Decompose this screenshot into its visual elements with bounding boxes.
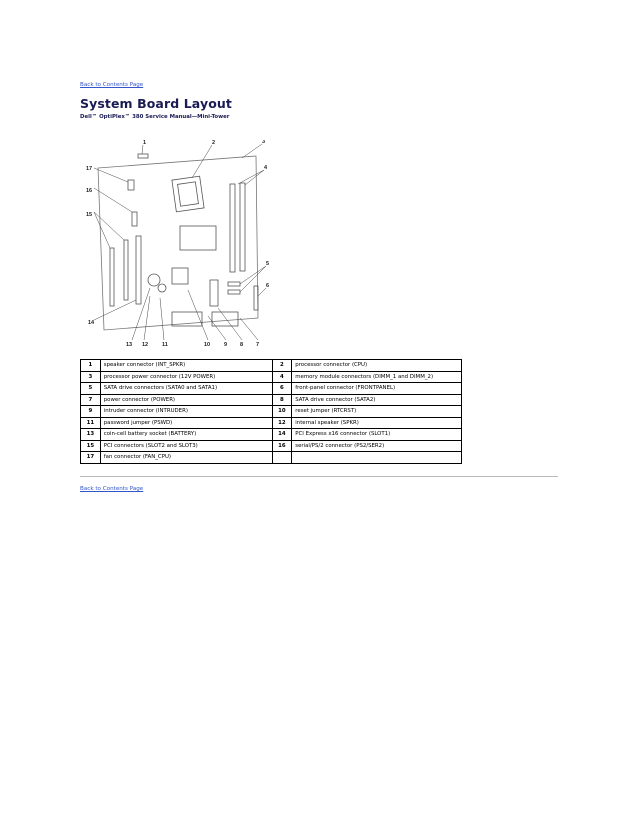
component-label: reset jumper (RTCRST) xyxy=(292,406,462,418)
component-label: power connector (POWER) xyxy=(100,394,272,406)
callout-16: 16 xyxy=(86,188,93,194)
component-label: intruder connector (INTRUDER) xyxy=(100,406,272,418)
component-number: 1 xyxy=(81,360,101,372)
component-label: memory module connectors (DIMM_1 and DIMM_2) xyxy=(292,371,462,383)
component-label: speaker connector (INT_SPKR) xyxy=(100,360,272,372)
component-number: 5 xyxy=(81,383,101,395)
callout-4: 4 xyxy=(264,165,268,171)
component-number: 9 xyxy=(81,406,101,418)
callout-15: 15 xyxy=(86,212,93,218)
component-number: 12 xyxy=(272,417,292,429)
component-number: 11 xyxy=(81,417,101,429)
table-row xyxy=(81,383,462,395)
component-label: SATA drive connector (SATA2) xyxy=(292,394,462,406)
component-number xyxy=(272,452,292,464)
component-label: front-panel connector (FRONTPANEL) xyxy=(292,383,462,395)
sata-connector-b xyxy=(228,290,240,294)
io-chip xyxy=(172,268,188,284)
pci-slot-1 xyxy=(110,248,114,306)
component-number: 10 xyxy=(272,406,292,418)
component-label: fan connector (FAN_CPU) xyxy=(100,452,272,464)
board-outline xyxy=(98,156,258,330)
component-number: 7 xyxy=(81,394,101,406)
component-number: 14 xyxy=(272,429,292,441)
component-number: 13 xyxy=(81,429,101,441)
chipset-heatsink xyxy=(180,226,216,250)
component-number: 6 xyxy=(272,383,292,395)
component-number: 15 xyxy=(81,440,101,452)
horizontal-rule xyxy=(80,476,558,477)
callout-1: 1 xyxy=(143,140,147,146)
component-label: coin-cell battery socket (BATTERY) xyxy=(100,429,272,441)
rear-io-block-2 xyxy=(212,312,238,326)
component-number: 8 xyxy=(272,394,292,406)
callout-10: 10 xyxy=(204,342,211,348)
callout-9: 9 xyxy=(224,342,228,348)
table-row xyxy=(81,417,462,429)
table-row xyxy=(81,406,462,418)
callout-12: 12 xyxy=(142,342,149,348)
component-label: processor power connector (12V POWER) xyxy=(100,371,272,383)
speaker-connector xyxy=(138,154,148,158)
sata-connector-a xyxy=(228,282,240,286)
pciex16-slot xyxy=(136,236,141,304)
component-label: serial/PS/2 connector (PS2/SER2) xyxy=(292,440,462,452)
callout-5: 5 xyxy=(266,261,270,267)
callout-14: 14 xyxy=(88,320,95,326)
component-number: 2 xyxy=(272,360,292,372)
back-to-contents-link-top[interactable]: Back to Contents Page xyxy=(80,82,144,88)
component-label: PCI connectors (SLOT2 and SLOT3) xyxy=(100,440,272,452)
page-subtitle: Dell™ OptiPlex™ 380 Service Manual—Mini-Tower xyxy=(80,114,230,120)
power-connector xyxy=(210,280,218,306)
callout-11: 11 xyxy=(162,342,168,348)
callout-2: 2 xyxy=(212,140,216,146)
back-to-contents-link-bottom[interactable]: Back to Contents Page xyxy=(80,486,144,492)
cpu-socket-inner xyxy=(178,182,199,206)
pci-slot-2 xyxy=(124,240,128,300)
table-row xyxy=(81,371,462,383)
component-table xyxy=(80,359,462,464)
system-board-diagram xyxy=(80,140,270,355)
callout-13: 13 xyxy=(126,342,133,348)
component-label: PCI Express x16 connector (SLOT1) xyxy=(292,429,462,441)
table-row xyxy=(81,429,462,441)
table-row xyxy=(81,440,462,452)
table-row xyxy=(81,360,462,372)
page-title: System Board Layout xyxy=(80,96,232,111)
callout-3: 3 xyxy=(262,140,266,145)
component-label: internal speaker (SPKR) xyxy=(292,417,462,429)
dimm-slot-1 xyxy=(230,184,235,272)
speaker xyxy=(158,284,166,292)
table-row xyxy=(81,452,462,464)
cpu-socket xyxy=(172,176,204,212)
fan-connector xyxy=(128,180,134,190)
component-label: password jumper (PSWD) xyxy=(100,417,272,429)
battery-socket xyxy=(148,274,160,286)
component-number: 17 xyxy=(81,452,101,464)
table-row xyxy=(81,394,462,406)
callout-8: 8 xyxy=(240,342,244,348)
component-label: SATA drive connectors (SATA0 and SATA1) xyxy=(100,383,272,395)
callout-6: 6 xyxy=(266,283,270,289)
component-label xyxy=(292,452,462,464)
component-label: processor connector (CPU) xyxy=(292,360,462,372)
callout-7: 7 xyxy=(256,342,260,348)
dimm-slot-2 xyxy=(240,183,245,271)
serial-connector xyxy=(132,212,137,226)
callout-17: 17 xyxy=(86,166,93,172)
component-number: 4 xyxy=(272,371,292,383)
component-number: 3 xyxy=(81,371,101,383)
component-number: 16 xyxy=(272,440,292,452)
